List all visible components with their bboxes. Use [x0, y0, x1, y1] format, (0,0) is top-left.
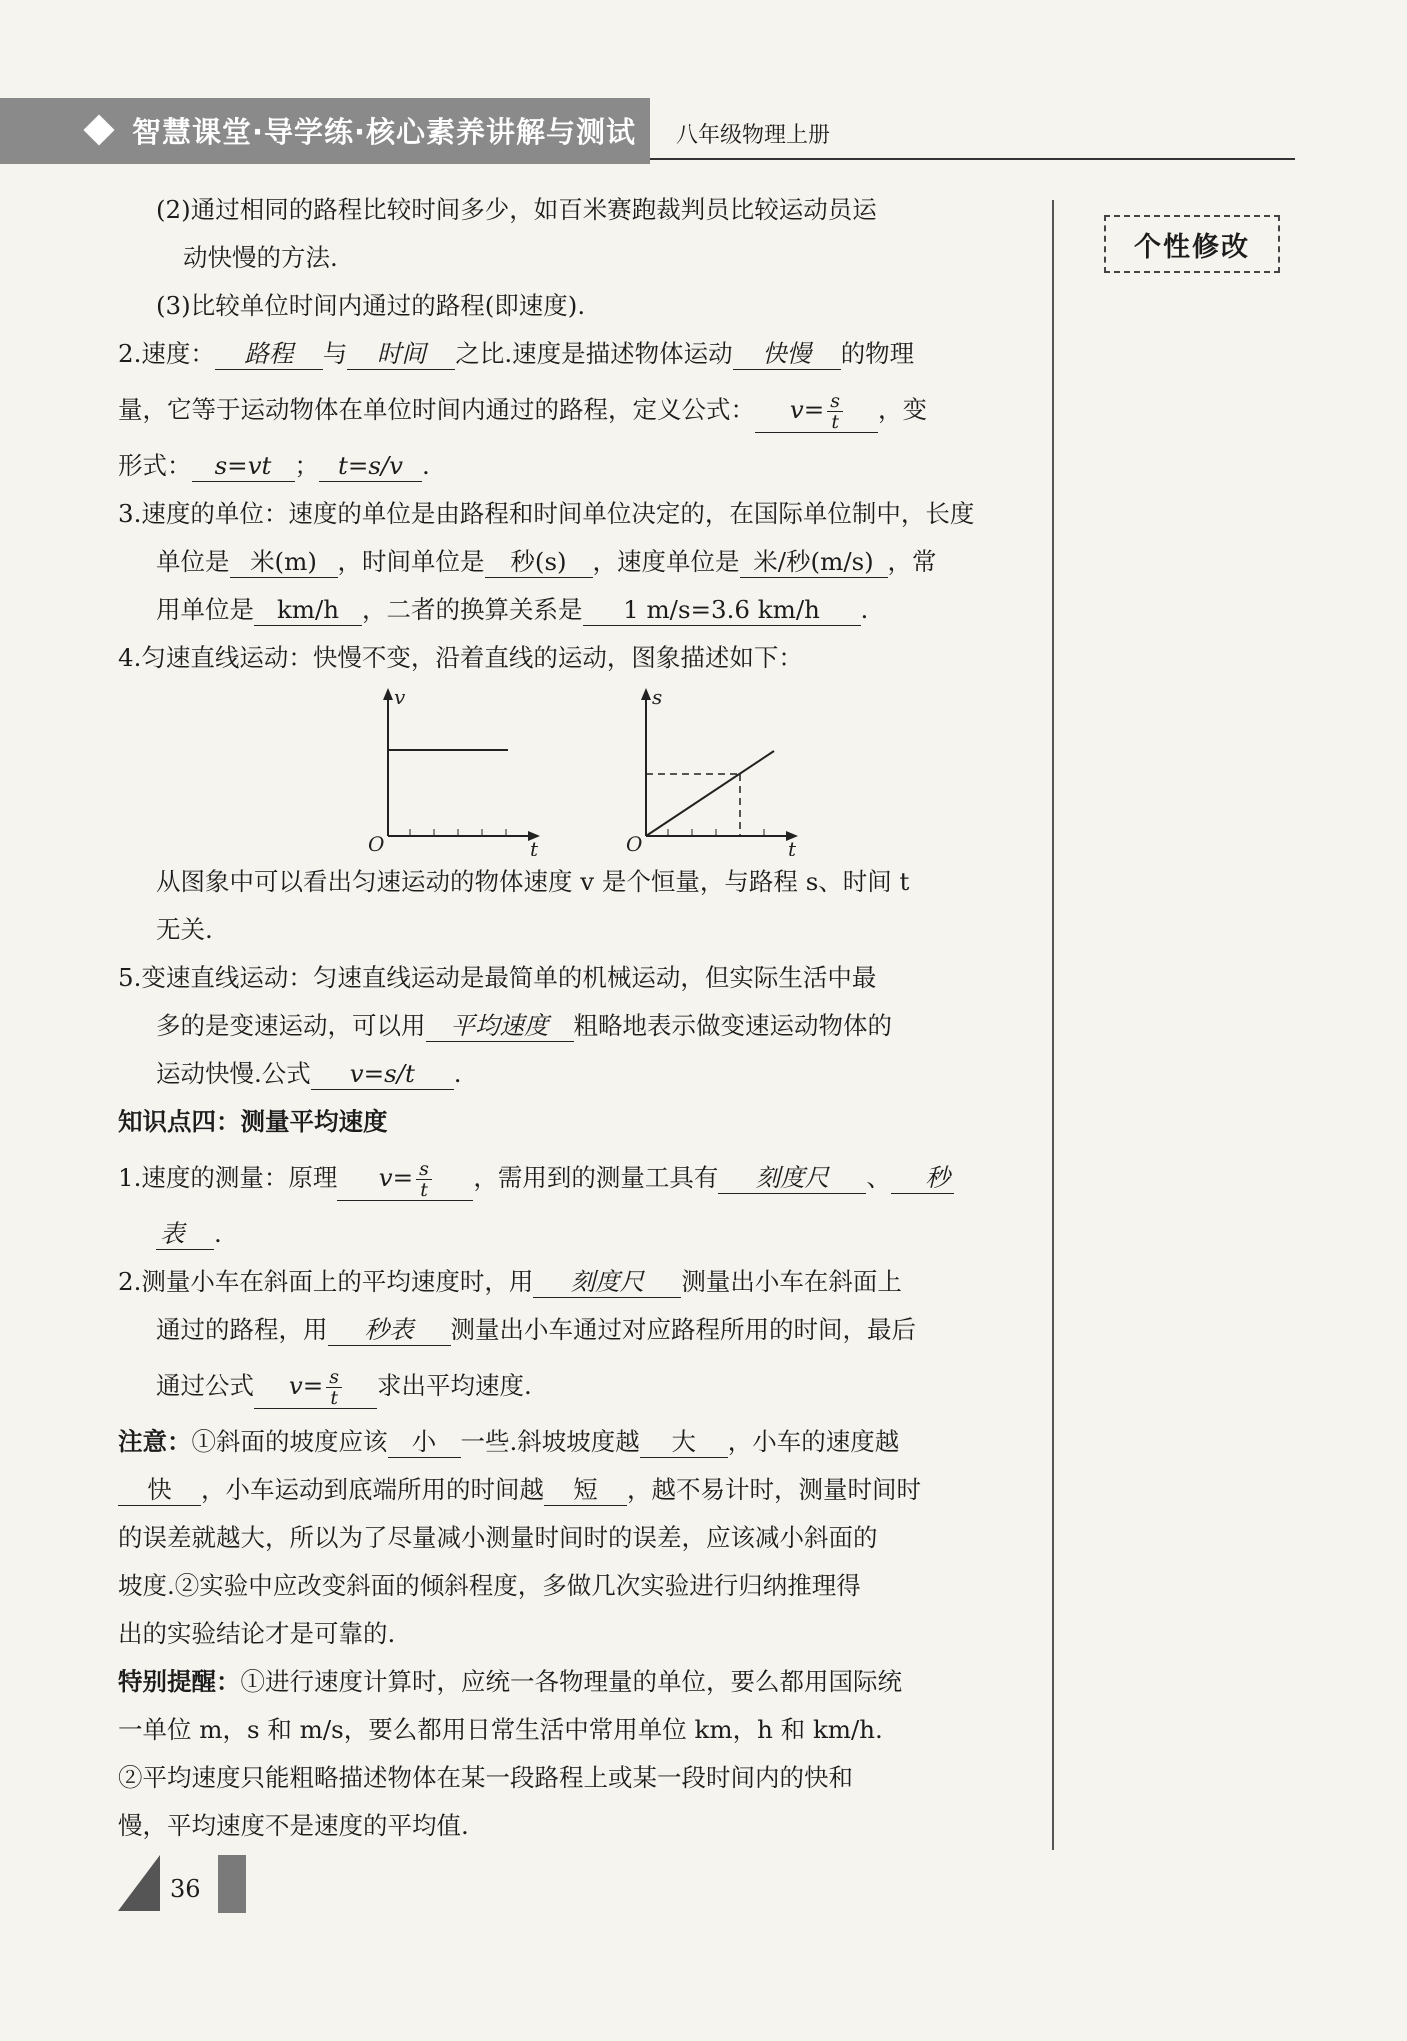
fraction	[326, 1367, 342, 1408]
answer-blank: 快	[118, 1475, 201, 1506]
text: 1.速度的测量：原理	[118, 1163, 338, 1192]
frac-den: t	[831, 411, 839, 433]
s-axis-label: s	[652, 686, 663, 709]
tools-continued-line	[118, 1214, 1023, 1254]
text-line: 坡度.②实验中应改变斜面的倾斜程度，多做几次实验进行归纳推理得	[118, 1571, 861, 1600]
avg-speed-line	[118, 1006, 1023, 1046]
header-subtitle: 八年级物理上册	[676, 123, 831, 148]
frac-num: s	[416, 1159, 432, 1180]
header-title: 智慧课堂·导学练·核心素养讲解与测试	[132, 115, 637, 149]
text: 测量出小车在斜面上	[681, 1267, 902, 1296]
header-rule	[650, 158, 1295, 160]
answer-blank: km/h	[254, 595, 362, 626]
text: 形式：	[118, 451, 192, 480]
text: 与	[322, 339, 348, 368]
answer-blank: 秒(s)	[485, 547, 593, 578]
text-line: 的误差就越大，所以为了尽量减小测量时间时的误差，应该减小斜面的	[118, 1523, 878, 1552]
text: ；	[294, 451, 319, 480]
uniform-motion-graphs	[368, 686, 838, 856]
text: ，需用到的测量工具有	[473, 1163, 719, 1192]
note-label: 注意：	[118, 1427, 192, 1456]
text-line: 5.变速直线运动：匀速直线运动是最简单的机械运动，但实际生活中最	[118, 963, 877, 992]
header-band	[0, 98, 650, 164]
text: ，变	[878, 395, 927, 424]
origin-label: O	[368, 832, 385, 856]
frac-den: t	[330, 1387, 338, 1409]
measurement-principle-line	[118, 1150, 1023, 1206]
answer-blank: 平均速度	[426, 1011, 574, 1042]
text-line: ②平均速度只能粗略描述物体在某一段路程上或某一段时间内的快和	[118, 1763, 853, 1792]
text: ，越不易计时，测量时间时	[627, 1475, 921, 1504]
text-line: 动快慢的方法.	[183, 243, 338, 272]
text: ，小车运动到底端所用的时间越	[201, 1475, 544, 1504]
answer-blank: 时间	[347, 339, 455, 370]
note-line	[118, 1470, 1023, 1510]
text-line: 出的实验结论才是可靠的.	[118, 1619, 396, 1648]
text-line: 一单位 m，s 和 m/s，要么都用日常生活中常用单位 km，h 和 km/h.	[118, 1715, 883, 1744]
section-heading: 知识点四：测量平均速度	[118, 1107, 388, 1136]
v-axis-label: v	[394, 686, 406, 709]
text: ，速度单位是	[592, 547, 740, 576]
text-line: 从图象中可以看出匀速运动的物体速度 v 是个恒量，与路程 s、时间 t	[156, 867, 910, 896]
speed-definition-line	[118, 334, 1023, 374]
text: ①进行速度计算时，应统一各物理量的单位，要么都用国际统	[240, 1667, 902, 1696]
s-t-graph	[626, 686, 798, 856]
text: 2.速度：	[118, 339, 215, 368]
answer-blank: 米/秒(m/s)	[740, 547, 888, 578]
sidebar-box-label: 个性修改	[1104, 215, 1280, 273]
text-line: 无关.	[156, 915, 213, 944]
fraction	[416, 1159, 432, 1200]
answer-blank: 短	[544, 1475, 627, 1506]
text: ①斜面的坡度应该	[191, 1427, 388, 1456]
page-content	[118, 190, 1023, 1854]
formula-blank	[755, 390, 878, 433]
corner-triangle	[118, 1855, 160, 1911]
text: 之比.速度是描述物体运动	[455, 339, 733, 368]
text: 单位是	[156, 547, 230, 576]
formula-v: v=	[378, 1163, 414, 1192]
text: ，时间单位是	[337, 547, 485, 576]
answer-blank: 快慢	[733, 339, 841, 370]
answer-blank: 表	[156, 1219, 214, 1250]
answer-blank: 米(m)	[230, 547, 338, 578]
text-line: 慢，平均速度不是速度的平均值.	[118, 1811, 469, 1840]
motion-graphs	[118, 686, 1023, 856]
text: 运动快慢.公式	[156, 1059, 311, 1088]
text: .	[453, 1059, 462, 1088]
text: 、	[866, 1163, 891, 1192]
frac-den: t	[420, 1179, 428, 1201]
note-line	[118, 1422, 1023, 1462]
incline-line	[118, 1310, 1023, 1350]
incline-line	[118, 1262, 1023, 1302]
formula-v: v=	[288, 1371, 324, 1400]
frac-num: s	[326, 1367, 342, 1388]
answer-blank: t=s/v	[319, 451, 422, 482]
text: 多的是变速运动，可以用	[156, 1011, 426, 1040]
answer-blank: 大	[640, 1427, 728, 1458]
text: ，常	[887, 547, 937, 576]
text-line: (3)比较单位时间内通过的路程(即速度).	[156, 291, 586, 320]
answer-blank: s=vt	[192, 451, 295, 482]
answer-blank: 刻度尺	[533, 1267, 681, 1298]
text: .	[422, 451, 430, 480]
avg-formula-line	[118, 1054, 1023, 1094]
formula-line	[118, 382, 1023, 438]
variant-line	[118, 446, 1023, 486]
text: 的物理	[840, 339, 915, 368]
text-line: 4.匀速直线运动：快慢不变，沿着直线的运动，图象描述如下：	[118, 643, 803, 672]
text: 通过的路程，用	[156, 1315, 328, 1344]
incline-formula-line	[118, 1358, 1023, 1414]
answer-blank: 秒表	[328, 1315, 451, 1346]
text: 用单位是	[156, 595, 254, 624]
answer-blank: 路程	[215, 339, 323, 370]
text: 量，它等于运动物体在单位时间内通过的路程，定义公式：	[118, 395, 755, 424]
text: 测量出小车通过对应路程所用的时间，最后	[450, 1315, 916, 1344]
fraction	[827, 391, 843, 432]
text: 一些.斜坡坡度越	[460, 1427, 640, 1456]
unit-conversion-line	[118, 590, 1023, 630]
text: 求出平均速度.	[377, 1371, 532, 1400]
answer-blank: 小	[388, 1427, 461, 1458]
text: ，小车的速度越	[727, 1427, 900, 1456]
t-axis-label: t	[788, 837, 797, 856]
text-line: 3.速度的单位：速度的单位是由路程和时间单位决定的，在国际单位制中，长度	[118, 499, 975, 528]
text: .	[214, 1219, 222, 1248]
unit-line	[118, 542, 1023, 582]
formula-blank	[337, 1158, 473, 1201]
v-t-graph	[368, 686, 540, 856]
text: 通过公式	[156, 1371, 254, 1400]
frac-num: s	[827, 391, 843, 412]
reminder-line	[118, 1662, 1023, 1702]
t-axis-label: t	[530, 837, 539, 856]
text-line: (2)通过相同的路程比较时间多少，如百米赛跑裁判员比较运动员运	[156, 195, 877, 224]
formula-v: v=	[789, 395, 825, 424]
text: .	[860, 595, 869, 624]
page-number: 36	[170, 1875, 201, 1903]
answer-blank: 1 m/s=3.6 km/h	[583, 595, 861, 626]
reminder-label: 特别提醒：	[118, 1667, 241, 1696]
text: 粗略地表示做变速运动物体的	[573, 1011, 892, 1040]
answer-blank: 刻度尺	[718, 1163, 866, 1194]
formula-blank	[254, 1366, 377, 1409]
diamond-icon	[83, 114, 114, 145]
gray-block	[218, 1855, 246, 1913]
sidebar-divider	[1052, 200, 1054, 1850]
text: ，二者的换算关系是	[362, 595, 583, 624]
origin-label: O	[626, 832, 643, 856]
text: 2.测量小车在斜面上的平均速度时，用	[118, 1267, 534, 1296]
answer-blank: v=s/t	[311, 1059, 454, 1090]
answer-blank: 秒	[891, 1163, 954, 1194]
